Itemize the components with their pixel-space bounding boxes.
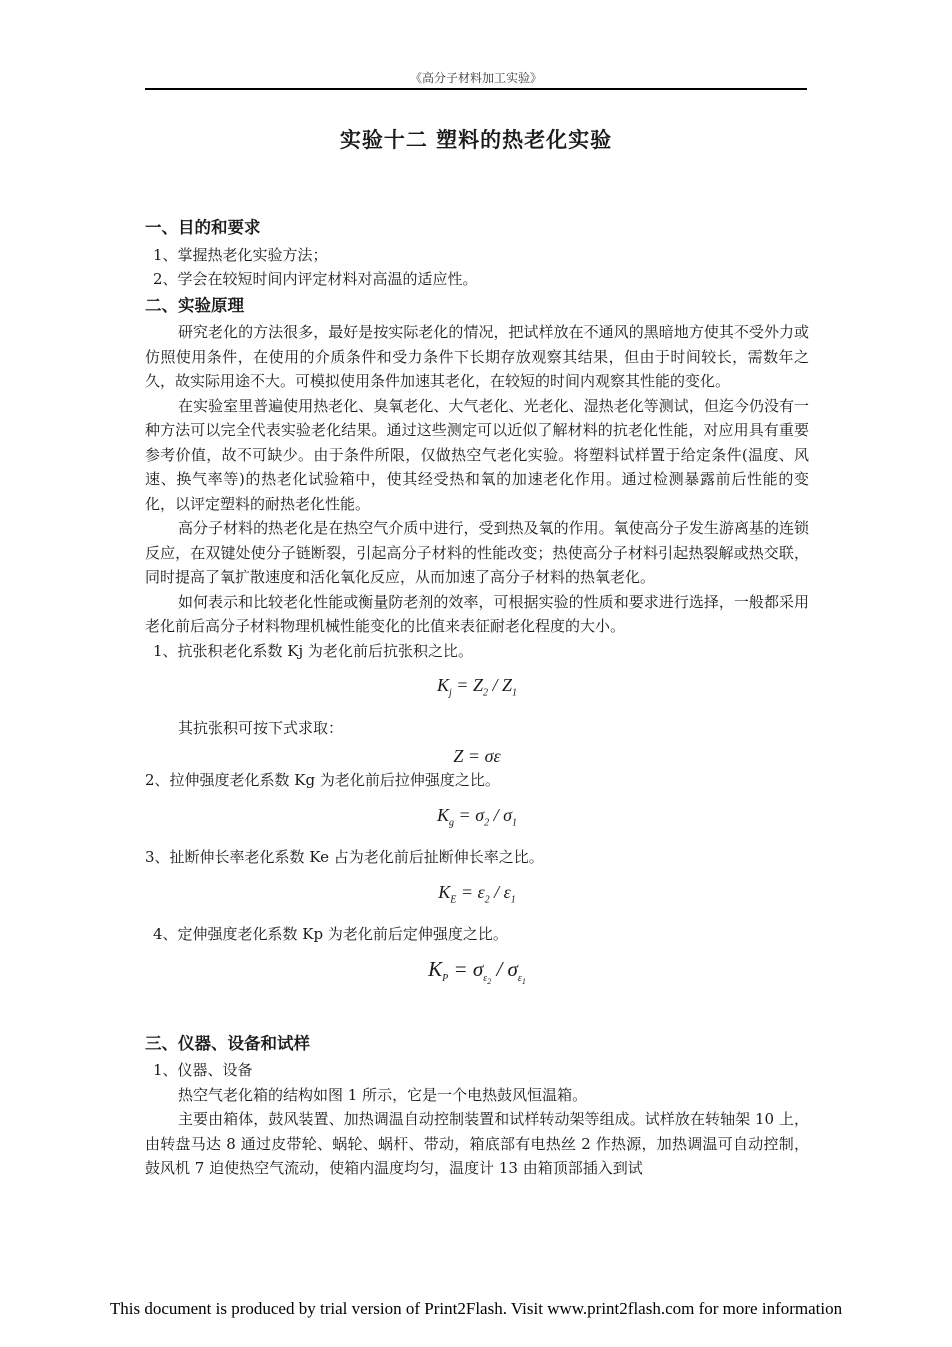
header-rule xyxy=(145,88,807,90)
section-heading-apparatus: 三、仪器、设备和试样 xyxy=(145,1033,310,1053)
tensile-product-note: 其抗张积可按下式求取： xyxy=(178,718,344,737)
principle-paragraph-4: 如何表示和比较老化性能或衡量防老剂的效率，可根据实验的性质和要求进行选择，一般都采用老化前后高分子材料物理机械性能变化的比值来表征耐老化程度的大小。 xyxy=(145,592,809,635)
apparatus-item-1: 1、仪器、设备 xyxy=(153,1061,253,1080)
formula-set-strength: $K_P = \sigma_{\varepsilon_2} / \sigma_{\varepsilon_1}$ xyxy=(428,956,526,986)
objective-item-1: 1、掌握热老化实验方法； xyxy=(153,245,328,264)
coefficient-item-2: 2、拉伸强度老化系数 Kg 为老化前后拉伸强度之比。 xyxy=(145,771,500,790)
section-heading-principle: 二、实验原理 xyxy=(145,295,244,315)
principle-paragraph-1: 研究老化的方法很多，最好是按实际老化的情况，把试样放在不通风的黑暗地方使其不受外力或仿照使用条件，在使用的介质条件和受力条件下长期存放观察其结果，但由于时间较长，需数年之久，故实际用途不大。可模拟使用条件加速其老化，在较短的时间内观察其性能的变化。 xyxy=(145,323,809,390)
principle-paragraph-2: 在实验室里普遍使用热老化、臭氧老化、大气老化、光老化、湿热老化等测试，但迄今仍没有一种方法可以完全代表实验老化结果。通过这些测定可以近似了解材料的抗老化性能，对应用具有重要参考价值，故不可缺少。由于条件所限，仅做热空气老化实验。将塑料试样置于给定条件(温度、风速、换气率等)的热老化试验箱中，使其经受热和氧的加速老化作用。通过检测暴露前后性能的变化，以评定塑料的耐热老化性能。 xyxy=(145,396,809,513)
formula-z: Z = σε xyxy=(453,746,501,767)
formula-elongation: $K_E = \varepsilon_2 / \varepsilon_1$ xyxy=(438,881,516,906)
page-title: 实验十二 塑料的热老化实验 xyxy=(339,128,613,152)
apparatus-paragraph-1: 热空气老化箱的结构如图 1 所示，它是一个电热鼓风恒温箱。 xyxy=(178,1085,588,1104)
trial-watermark-footer: This document is produced by trial version of Print2Flash. Visit www.print2flash.com for more information xyxy=(109,1299,843,1318)
apparatus-paragraph-2: 主要由箱体，鼓风装置、加热调温自动控制装置和试样转动架等组成。试样放在转轴架 10 上，由转盘马达 8 通过皮带轮、蜗轮、蜗杆、带动，箱底部有电热丝 2 作热源，加热调温可自动控制，鼓风机 7 迫使热空气流动，使箱内温度均匀，温度计 13 由箱顶部插入到试 xyxy=(145,1110,809,1178)
section-heading-objectives: 一、目的和要求 xyxy=(145,218,261,237)
document-body xyxy=(145,214,809,1181)
principle-paragraph-3: 高分子材料的热老化是在热空气介质中进行，受到热及氧的作用。氧使高分子发生游离基的连锁反应，在双键处使分子链断裂，引起高分子材料的性能改变；热使高分子材料引起热裂解或热交联，同时提高了氧扩散速度和活化氧化反应，从而加速了高分子材料的热氧老化。 xyxy=(145,519,809,586)
coefficient-item-1: 1、抗张积老化系数 Kj 为老化前后抗张积之比。 xyxy=(153,641,473,660)
coefficient-item-4: 4、定伸强度老化系数 Kp 为老化前后定伸强度之比。 xyxy=(153,925,508,944)
running-header: 《高分子材料加工实验》 xyxy=(409,71,542,85)
formula-tensile-product: $K_j = Z_2 / Z_1$ xyxy=(437,675,517,699)
coefficient-item-3: 3、扯断伸长率老化系数 Ke 占为老化前后扯断伸长率之比。 xyxy=(145,848,544,867)
objective-item-2: 2、学会在较短时间内评定材料对高温的适应性。 xyxy=(153,270,478,288)
formula-tensile-strength: $K_g = \sigma_2 / \sigma_1$ xyxy=(437,804,517,829)
